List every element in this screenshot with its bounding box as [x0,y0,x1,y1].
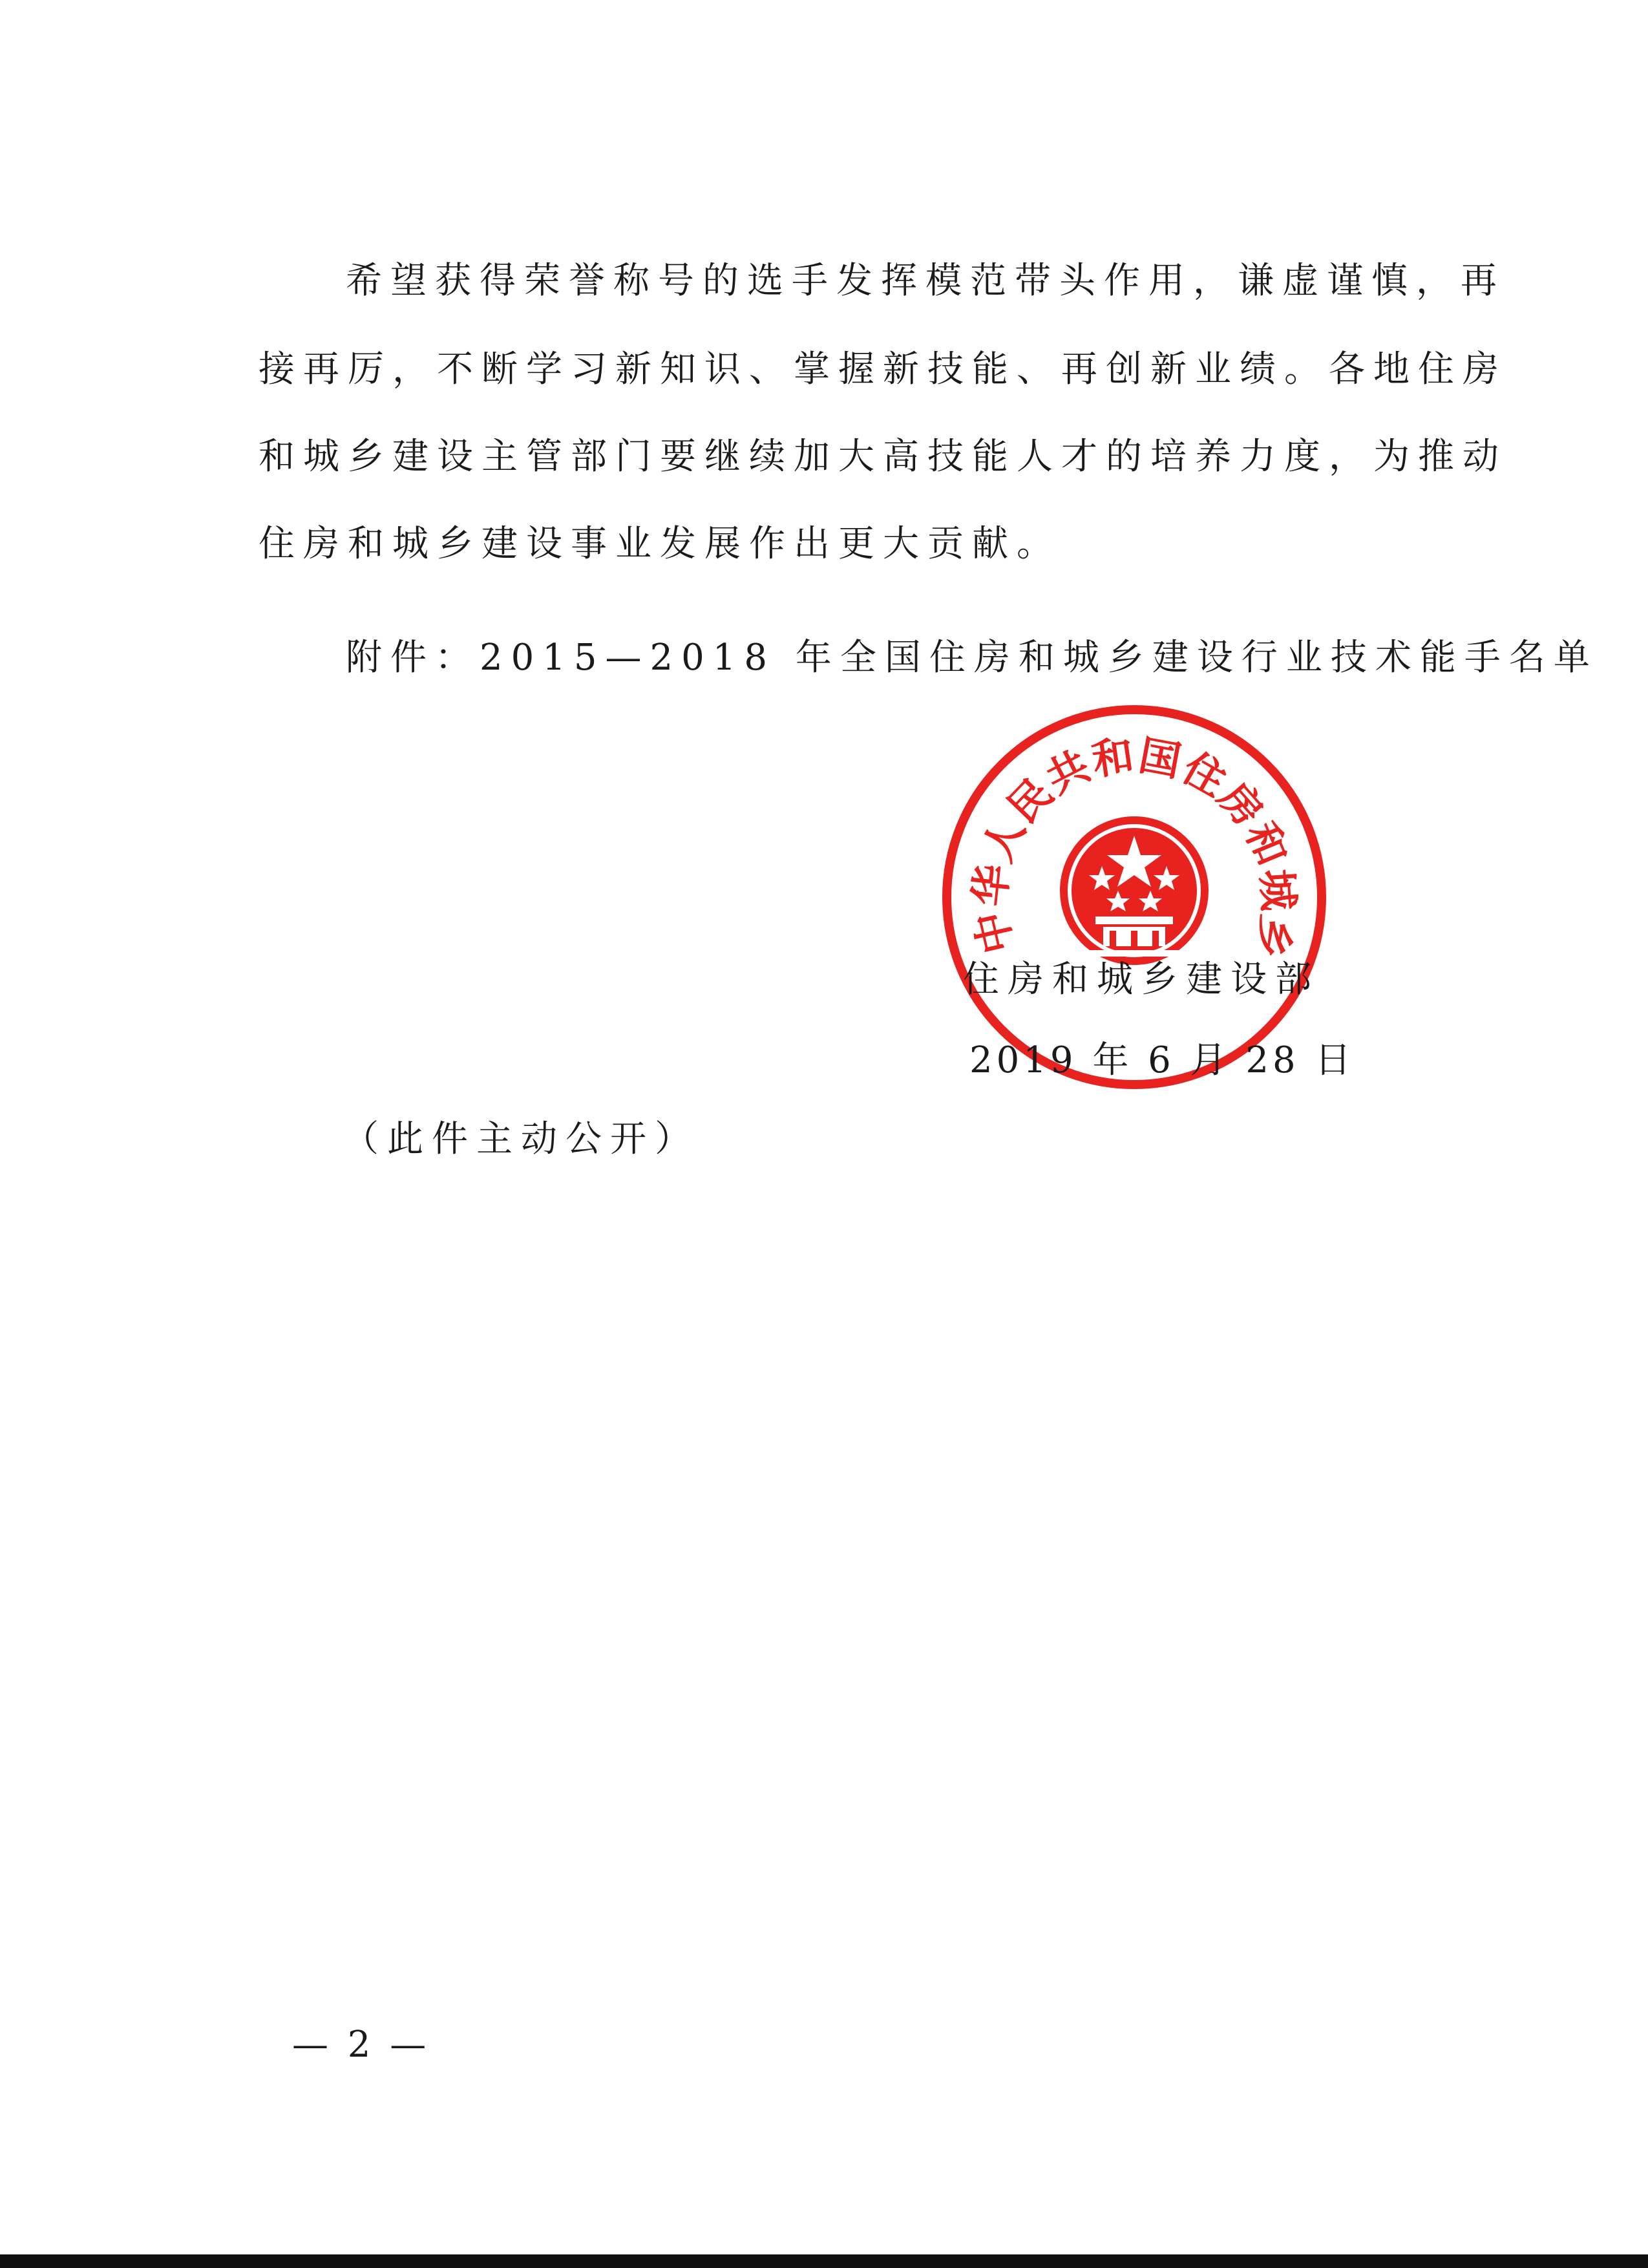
body-paragraph-line-2: 接再厉，不断学习新知识、掌握新技能、再创新业绩。各地住房 [259,348,1507,390]
page-number: — 2 — [292,2024,430,2066]
body-paragraph-line-1: 希望获得荣誉称号的选手发挥模范带头作用，谦虚谨慎，再 [346,260,1505,302]
body-paragraph-line-4: 住房和城乡建设事业发展作出更大贡献。 [259,523,1061,565]
disclosure-note: （此件主动公开） [343,1118,699,1160]
svg-text:中华人民共和国住房和城乡建设部: 中华人民共和国住房和城乡 [965,730,1303,965]
body-paragraph-line-3: 和城乡建设主管部门要继续加大高技能人才的培养力度，为推动 [259,436,1507,478]
bottom-border [0,2254,1648,2268]
signature-organization: 住房和城乡建设部 [963,959,1320,1001]
signature-date: 2019 年 6 月 28 日 [969,1039,1355,1081]
attachment-note: 附件：2015—2018 年全国住房和城乡建设行业技术能手名单 [346,637,1598,679]
